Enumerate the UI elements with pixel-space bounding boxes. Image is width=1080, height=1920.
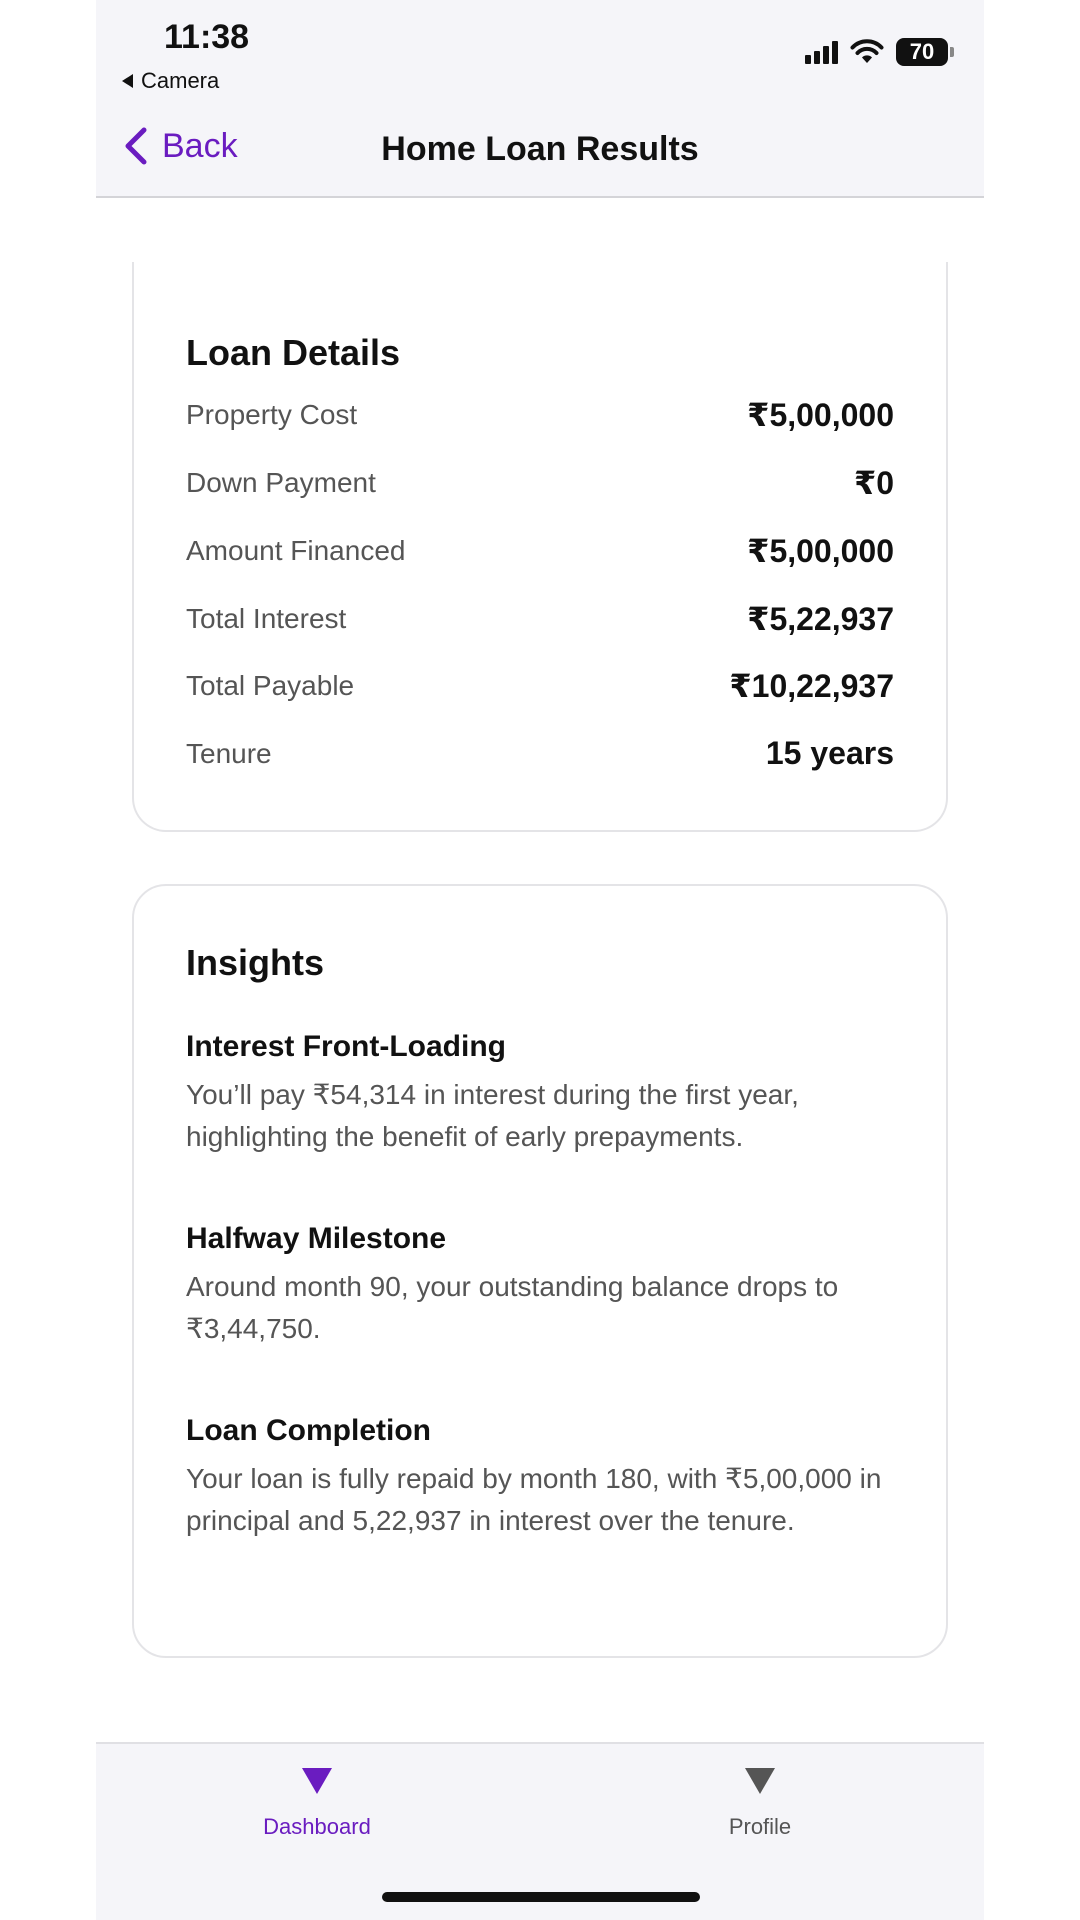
tab-label: Profile (728, 1814, 792, 1839)
back-button-label: Back (162, 126, 238, 165)
phone-screen (96, 0, 984, 1920)
row-value: ₹5,22,937 (747, 601, 894, 637)
insights-card (132, 884, 948, 1658)
insight-item (186, 1030, 894, 1158)
tab-dashboard[interactable] (217, 1768, 417, 1840)
loan-detail-row (186, 532, 894, 570)
cellular-signal-icon (805, 40, 838, 64)
insight-title: Loan Completion (186, 1414, 431, 1447)
insight-text: You’ll pay ₹54,314 in interest during the first year, highlighting the benefit of early prepayments. (186, 1079, 799, 1152)
row-label: Property Cost (186, 399, 358, 430)
triangle-down-icon (302, 1768, 332, 1794)
insight-text: Around month 90, your outstanding balance drops to ₹3,44,750. (186, 1271, 839, 1344)
insight-item (186, 1222, 894, 1350)
loan-detail-row (186, 600, 894, 638)
row-value: ₹5,00,000 (747, 397, 894, 433)
back-app-label: Camera (141, 68, 220, 93)
loan-detail-row (186, 396, 894, 434)
back-to-app-link[interactable] (122, 68, 219, 94)
loan-detail-row (186, 667, 894, 705)
insights-title: Insights (186, 942, 325, 983)
row-value: ₹5,00,000 (747, 533, 894, 569)
row-label: Total Payable (186, 670, 355, 701)
loan-detail-row (186, 735, 894, 772)
loan-details-card (132, 262, 948, 832)
page-title: Home Loan Results (381, 130, 699, 168)
insight-title: Interest Front-Loading (186, 1030, 506, 1063)
loan-details-title: Loan Details (186, 332, 401, 373)
loan-detail-row (186, 464, 894, 502)
row-label: Total Interest (186, 603, 347, 634)
row-value: ₹10,22,937 (729, 668, 894, 704)
insight-item (186, 1414, 894, 1542)
home-indicator[interactable] (382, 1892, 700, 1902)
battery-icon: 70 (896, 38, 948, 66)
status-indicators (805, 38, 948, 66)
triangle-down-icon (745, 1768, 775, 1794)
row-label: Tenure (186, 737, 272, 769)
wifi-icon (850, 39, 884, 65)
insight-text: Your loan is fully repaid by month 180, with ₹5,00,000 in principal and 5,22,937 in interest over the tenure. (186, 1463, 882, 1536)
tab-profile[interactable] (660, 1768, 860, 1840)
status-time: 11:38 (164, 18, 250, 56)
back-triangle-icon (122, 74, 133, 88)
tab-label: Dashboard (263, 1814, 371, 1839)
row-label: Amount Financed (186, 535, 406, 566)
row-value: 15 years (765, 735, 894, 771)
header-area (96, 0, 984, 198)
row-value: ₹0 (853, 465, 894, 501)
insight-title: Halfway Milestone (186, 1222, 447, 1255)
row-label: Down Payment (186, 467, 376, 498)
